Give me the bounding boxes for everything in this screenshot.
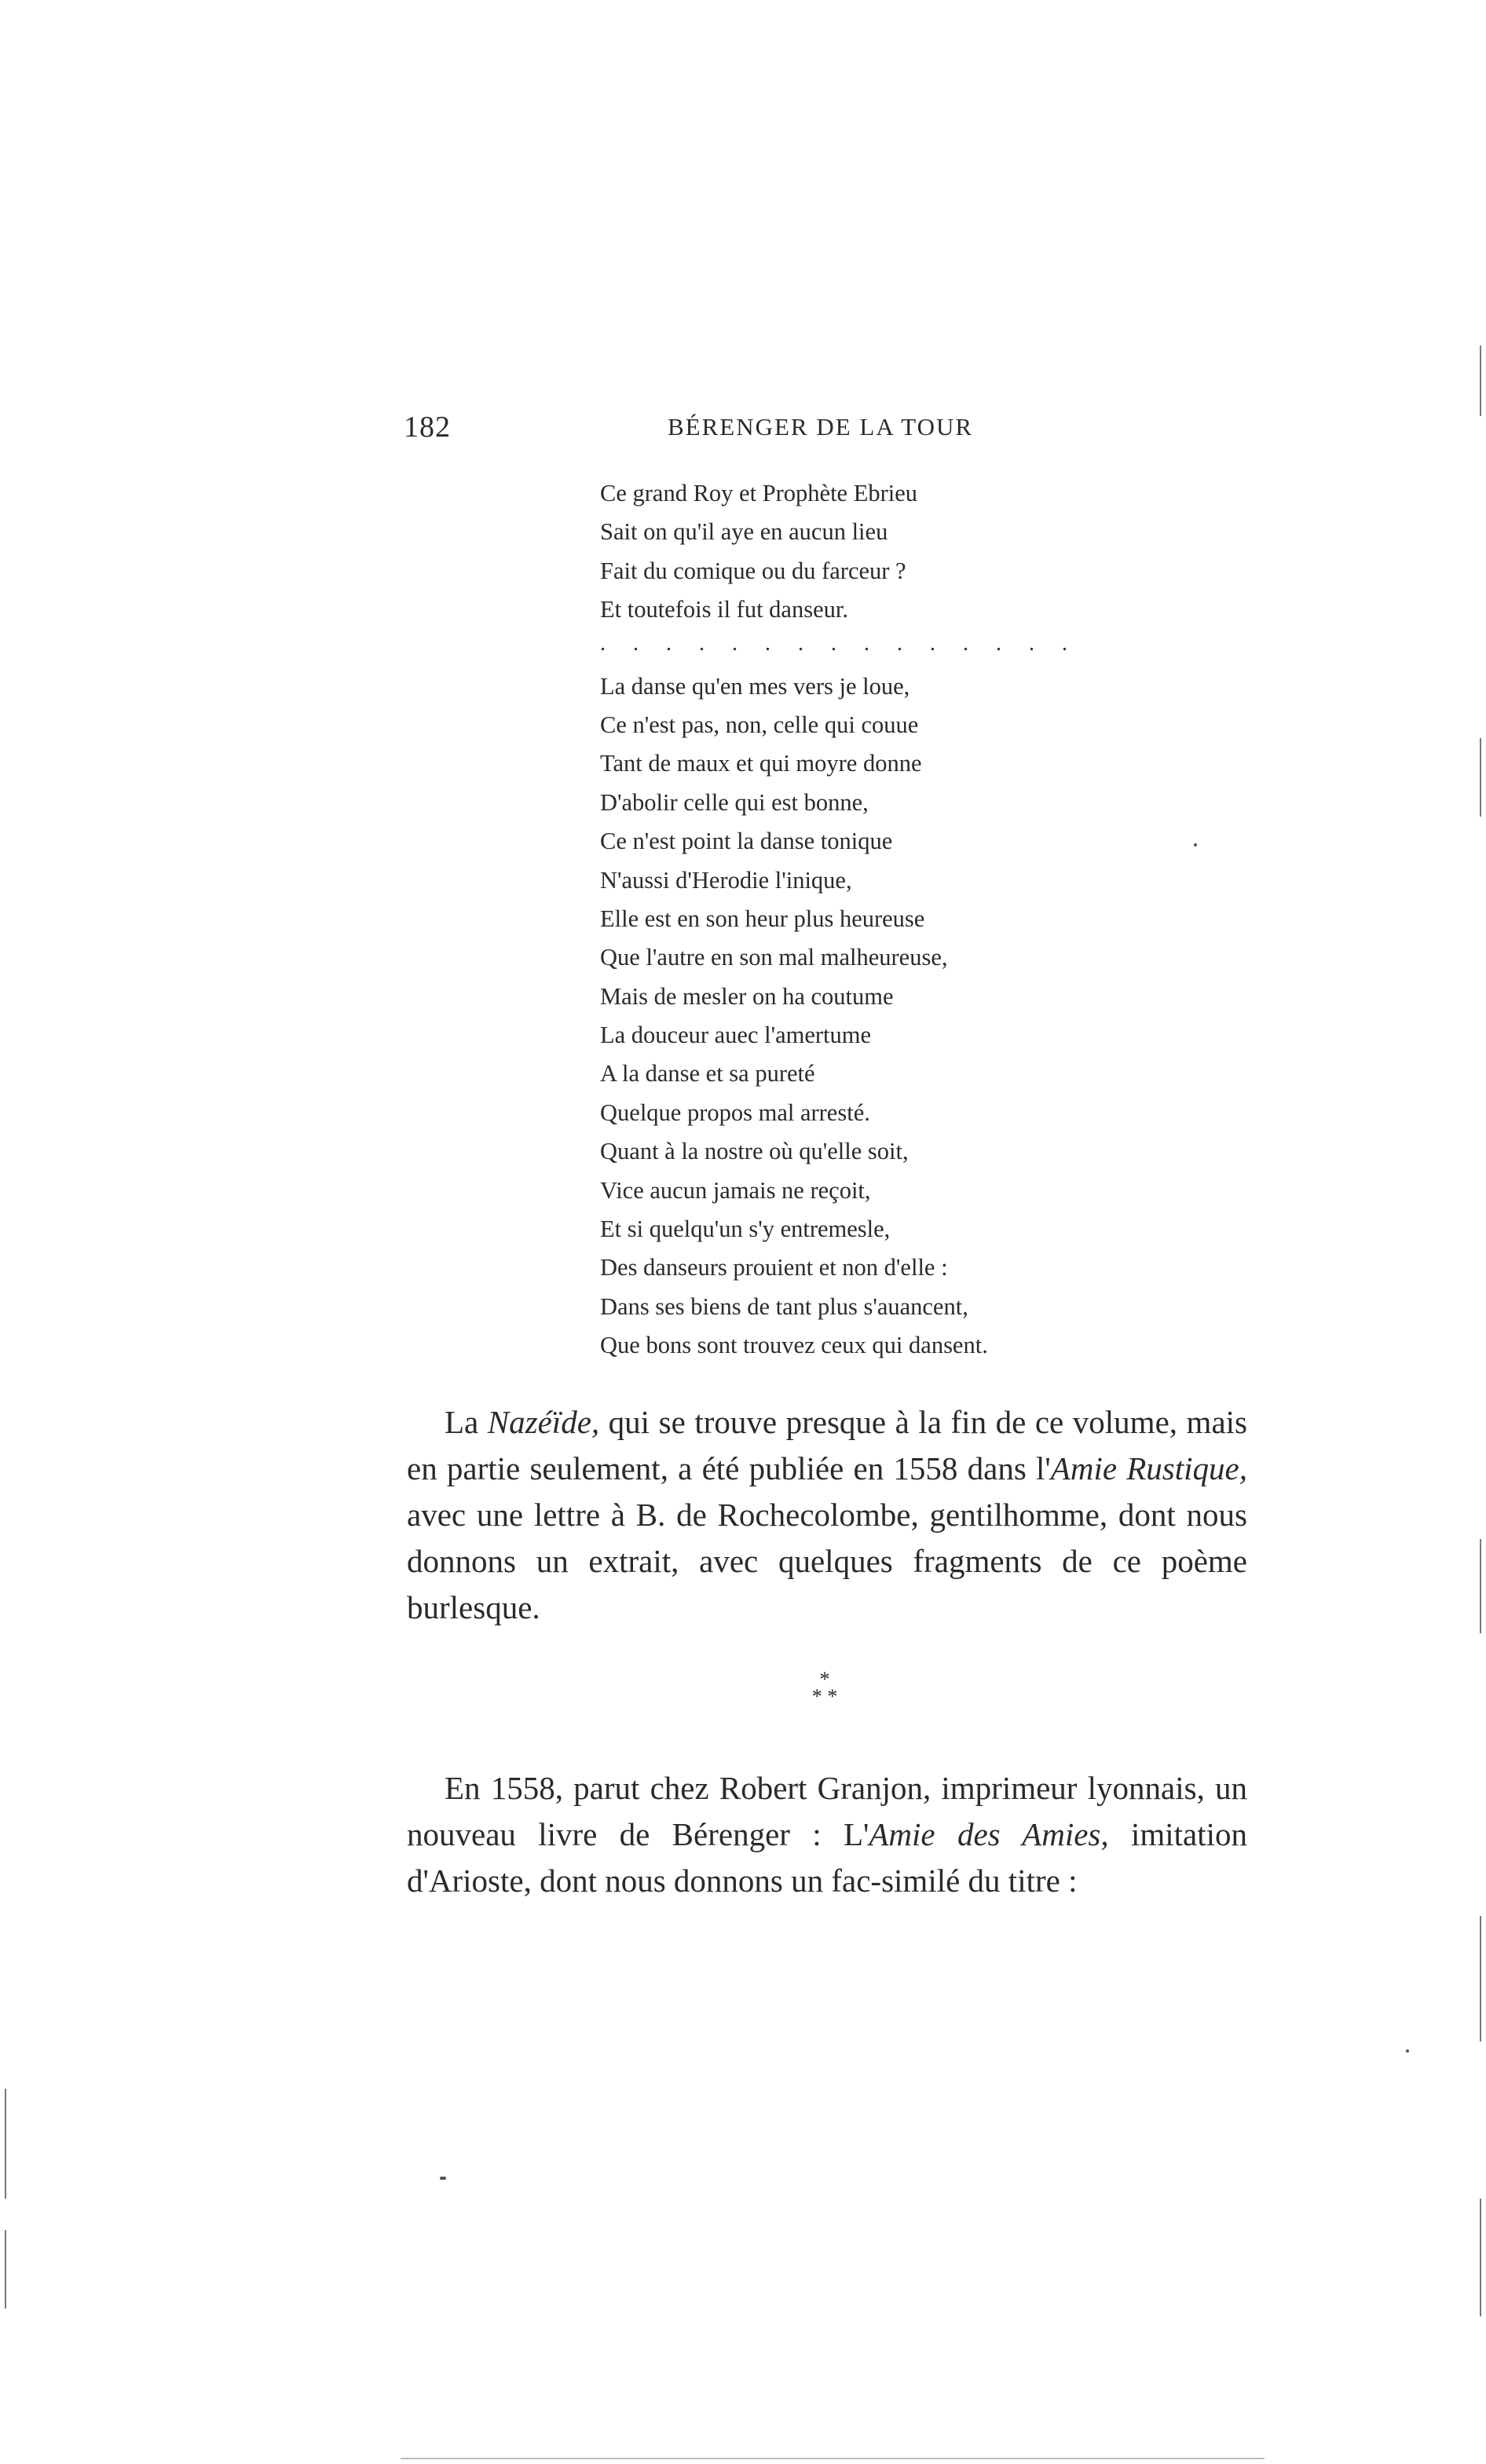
verse-line: Que bons sont trouvez ceux qui dansent. bbox=[600, 1332, 988, 1359]
scan-edge-mark bbox=[1480, 345, 1481, 416]
text-run: En 1558, parut chez Robert Granjon, imprimeur lyonnais, un nouveau livre de Bérenger : L' bbox=[407, 1770, 1247, 1852]
verse-line: Vice aucun jamais ne reçoit, bbox=[600, 1176, 871, 1204]
verse-line: Ce n'est pas, non, celle qui couue bbox=[600, 711, 919, 738]
scan-speck bbox=[440, 2177, 446, 2180]
verse-line: Quant à la nostre où qu'elle soit, bbox=[600, 1138, 909, 1165]
text-run: La bbox=[445, 1404, 488, 1440]
verse-line: N'aussi d'Herodie l'inique, bbox=[600, 866, 852, 894]
paragraph-nazeide bbox=[407, 1399, 1247, 1631]
scan-edge-mark bbox=[1480, 1539, 1481, 1633]
text-run: avec une lettre à B. de Rochecolombe, gentilhomme, dont nous donnons un extrait, avec quelques fragments de ce poème burlesque. bbox=[407, 1497, 1247, 1625]
verse-line: La douceur auec l'amertume bbox=[600, 1022, 872, 1049]
page-number: 182 bbox=[404, 411, 451, 444]
verse-line: Dans ses biens de tant plus s'auancent, bbox=[600, 1292, 968, 1320]
paragraph-amie-des-amies bbox=[407, 1765, 1247, 1904]
verse-line: Et toutefois il fut danseur. bbox=[600, 596, 848, 623]
verse-line: Sait on qu'il aye en aucun lieu bbox=[600, 518, 888, 546]
asterism-bottom: * * bbox=[811, 1685, 838, 1708]
work-title-amie-rustique: Amie Rustique, bbox=[1050, 1450, 1247, 1486]
verse-line: Quelque propos mal arresté. bbox=[600, 1099, 870, 1126]
verse-line: D'abolir celle qui est bonne, bbox=[600, 788, 869, 816]
paragraph-text bbox=[407, 1765, 1247, 1904]
verse-line: Ce n'est point la danse tonique bbox=[600, 828, 893, 855]
scan-edge-mark bbox=[5, 2089, 6, 2199]
verse-line: La danse qu'en mes vers je loue, bbox=[600, 672, 910, 700]
verse-line: Des danseurs prouient et non d'elle : bbox=[600, 1254, 948, 1281]
work-title-amie-des-amies: Amie des Amies, bbox=[869, 1816, 1109, 1852]
verse-line: Tant de maux et qui moyre donne bbox=[600, 750, 922, 777]
work-title-nazeide: Nazéïde, bbox=[487, 1404, 600, 1440]
verse-stanza-1 bbox=[600, 474, 1150, 630]
verse-line: Que l'autre en son mal malheureuse, bbox=[600, 944, 948, 971]
verse-line: Ce grand Roy et Prophète Ebrieu bbox=[600, 480, 918, 506]
verse-line: Mais de mesler on ha coutume bbox=[600, 982, 894, 1010]
verse-line: A la danse et sa pureté bbox=[600, 1060, 815, 1088]
verse-line: Fait du comique ou du farceur ? bbox=[600, 557, 906, 584]
verse-line: Et si quelqu'un s'y entremesle, bbox=[600, 1216, 891, 1243]
scan-bottom-edge bbox=[401, 2458, 1265, 2459]
scan-speck bbox=[1406, 2049, 1409, 2053]
scan-edge-mark bbox=[1480, 738, 1481, 817]
running-head bbox=[404, 410, 1236, 449]
text-run: qui se trouve presque à la fin de ce volume, mais en partie seulement, a été publiée en 1558 dans l' bbox=[407, 1404, 1247, 1486]
scan-edge-mark bbox=[1480, 2199, 1481, 2316]
asterism-separator bbox=[801, 1668, 848, 1708]
scan-edge-mark bbox=[5, 2230, 6, 2309]
verse-ellipsis: . . . . . . . . . . . . . . . bbox=[600, 631, 1078, 656]
asterism-top: * bbox=[819, 1668, 830, 1691]
verse-quotation bbox=[600, 474, 1150, 1365]
running-title: BÉRENGER DE LA TOUR bbox=[668, 413, 974, 441]
verse-stanza-2 bbox=[600, 667, 1150, 1365]
paragraph-text bbox=[407, 1399, 1247, 1631]
scan-speck bbox=[1194, 843, 1197, 846]
text-run: imitation d'Arioste, dont nous donnons un fac-similé du titre : bbox=[407, 1816, 1248, 1899]
scan-edge-mark bbox=[1480, 1916, 1481, 2042]
verse-line: Elle est en son heur plus heureuse bbox=[600, 905, 925, 932]
